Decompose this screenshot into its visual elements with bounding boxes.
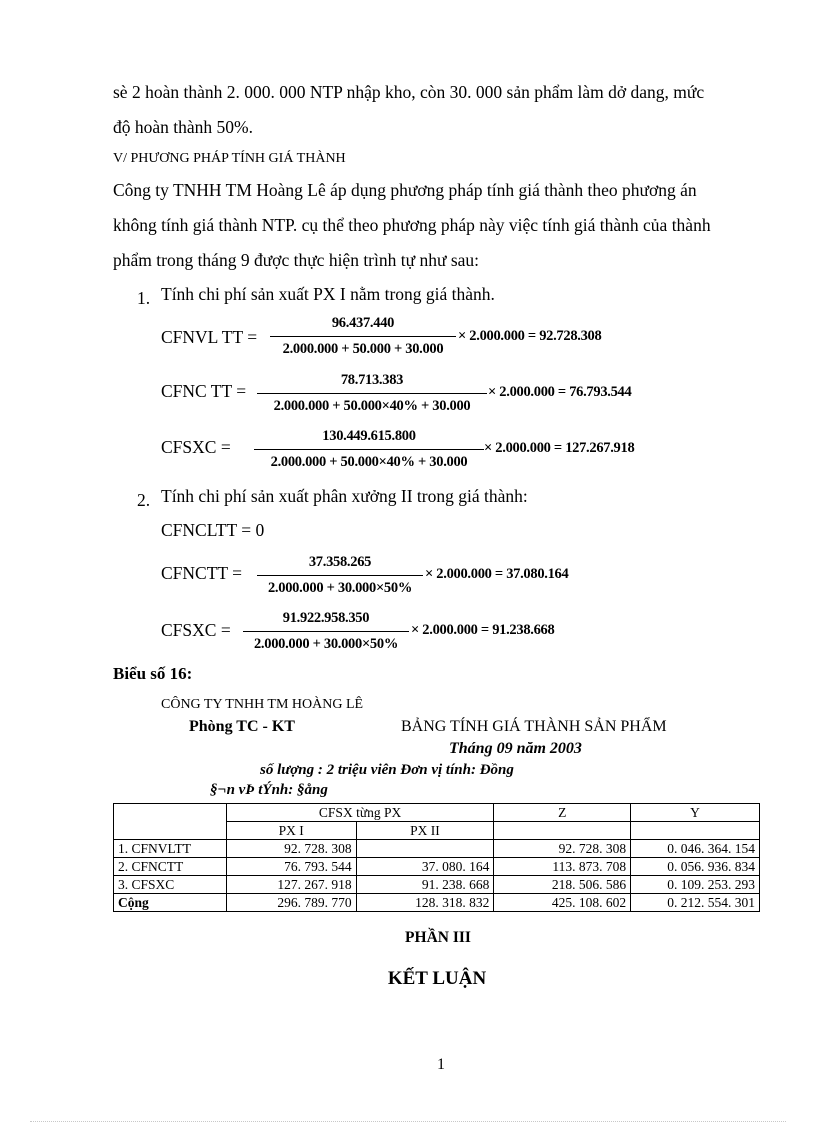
part-heading: PHẦN III bbox=[405, 929, 471, 946]
eq-cfncltt: CFNCLTT = 0 bbox=[161, 520, 265, 540]
cell-y: 0. 046. 364. 154 bbox=[631, 840, 760, 858]
row-label: 2. CFNCTT bbox=[114, 858, 227, 876]
row-label: 3. CFSXC bbox=[114, 876, 227, 894]
section-heading: V/ PHƯƠNG PHÁP TÍNH GIÁ THÀNH bbox=[113, 151, 346, 166]
header-y-empty bbox=[631, 822, 760, 840]
eq-cfsxc2-numerator: 91.922.958.350 bbox=[282, 610, 370, 626]
table-header-empty bbox=[114, 804, 227, 840]
eq-cfsxc2-denominator: 2.000.000 + 30.000×50% bbox=[253, 636, 399, 652]
body-line-5: phẩm trong tháng 9 được thực hiện trình tự như sau: bbox=[113, 250, 480, 270]
row-label: 1. CFNVLTT bbox=[114, 840, 227, 858]
table-header-row bbox=[114, 804, 760, 822]
step2-number: 2. bbox=[137, 490, 151, 510]
eq-cfnvltt-label: CFNVL TT = bbox=[161, 327, 258, 347]
table-row bbox=[114, 858, 760, 876]
cell-y: 0. 056. 936. 834 bbox=[631, 858, 760, 876]
step2-text: Tính chi phí sản xuất phân xưởng II trong giá thành: bbox=[161, 486, 528, 506]
fraction-bar bbox=[243, 631, 409, 632]
table-title: BẢNG TÍNH GIÁ THÀNH SẢN PHẨM bbox=[401, 718, 667, 735]
eq-cfnctt2-label: CFNCTT = bbox=[161, 563, 243, 583]
body-line-3: Công ty TNHH TM Hoàng Lê áp dụng phương pháp tính giá thành theo phương án bbox=[113, 180, 697, 200]
cell-y: 0. 212. 554. 301 bbox=[631, 894, 760, 912]
cell-z: 218. 506. 586 bbox=[494, 876, 631, 894]
bieu-title: Biểu số 16: bbox=[113, 664, 193, 683]
page-divider bbox=[30, 1121, 786, 1122]
table-total-row bbox=[114, 894, 760, 912]
row-label: Cộng bbox=[114, 894, 227, 912]
cell-px2: 37. 080. 164 bbox=[356, 858, 494, 876]
cell-px1: 76. 793. 544 bbox=[226, 858, 356, 876]
cell-px2: 128. 318. 832 bbox=[356, 894, 494, 912]
body-line-4: không tính giá thành NTP. cụ thể theo phương pháp này việc tính giá thành của thành bbox=[113, 215, 711, 235]
cell-px1: 296. 789. 770 bbox=[226, 894, 356, 912]
eq-cfnctt2-result: × 2.000.000 = 37.080.164 bbox=[425, 566, 569, 582]
step1-text: Tính chi phí sản xuất PX I nằm trong giá thành. bbox=[161, 284, 495, 304]
quantity-unit: số lượng : 2 triệu viên Đơn vị tính: Đồng bbox=[260, 762, 514, 778]
cell-px2: 91. 238. 668 bbox=[356, 876, 494, 894]
report-month: Tháng 09 năm 2003 bbox=[449, 740, 582, 757]
fraction-bar bbox=[257, 575, 423, 576]
eq-cfsxc2-label: CFSXC = bbox=[161, 620, 231, 640]
header-z: Z bbox=[494, 804, 631, 822]
eq-cfsxc1-label: CFSXC = bbox=[161, 437, 231, 457]
cell-px1: 92. 728. 308 bbox=[226, 840, 356, 858]
eq-cfsxc1-numerator: 130.449.615.800 bbox=[322, 428, 416, 444]
table-row bbox=[114, 840, 760, 858]
eq-cfnctt2-numerator: 37.358.265 bbox=[308, 554, 372, 570]
page-number: 1 bbox=[437, 1056, 445, 1073]
cell-z: 113. 873. 708 bbox=[494, 858, 631, 876]
department: Phòng TC - KT bbox=[189, 718, 295, 735]
eq-cfnctt-result: × 2.000.000 = 76.793.544 bbox=[488, 384, 632, 400]
cell-y: 0. 109. 253. 293 bbox=[631, 876, 760, 894]
eq-cfnvltt-numerator: 96.437.440 bbox=[331, 315, 395, 331]
eq-cfsxc1-result: × 2.000.000 = 127.267.918 bbox=[484, 440, 635, 456]
cell-px1: 127. 267. 918 bbox=[226, 876, 356, 894]
cell-px2 bbox=[356, 840, 494, 858]
header-y: Y bbox=[631, 804, 760, 822]
eq-cfnctt2-denominator: 2.000.000 + 30.000×50% bbox=[267, 580, 413, 596]
eq-cfsxc1-denominator: 2.000.000 + 50.000×40% + 30.000 bbox=[270, 454, 468, 470]
eq-cfnctt-denominator: 2.000.000 + 50.000×40% + 30.000 bbox=[273, 398, 471, 414]
header-z-empty bbox=[494, 822, 631, 840]
cell-z: 425. 108. 602 bbox=[494, 894, 631, 912]
company-name: CÔNG TY TNHH TM HOÀNG LÊ bbox=[161, 697, 364, 712]
header-px2: PX II bbox=[356, 822, 494, 840]
header-px1: PX I bbox=[226, 822, 356, 840]
eq-cfnctt-label: CFNC TT = bbox=[161, 381, 247, 401]
eq-cfnvltt-denominator: 2.000.000 + 50.000 + 30.000 bbox=[282, 341, 444, 357]
header-cfsx: CFSX từng PX bbox=[226, 804, 494, 822]
table-row bbox=[114, 876, 760, 894]
eq-cfsxc2-result: × 2.000.000 = 91.238.668 bbox=[411, 622, 555, 638]
cost-table bbox=[113, 803, 760, 912]
fraction-bar bbox=[257, 393, 487, 394]
step1-number: 1. bbox=[137, 288, 151, 308]
fraction-bar bbox=[254, 449, 484, 450]
body-line-2: độ hoàn thành 50%. bbox=[113, 117, 253, 137]
fraction-bar bbox=[270, 336, 456, 337]
part-title: KẾT LUẬN bbox=[387, 968, 487, 989]
unit-garbled: §¬n vÞ tÝnh: §ång bbox=[210, 782, 328, 798]
eq-cfnctt-numerator: 78.713.383 bbox=[340, 372, 404, 388]
eq-cfnvltt-result: × 2.000.000 = 92.728.308 bbox=[458, 328, 602, 344]
cell-z: 92. 728. 308 bbox=[494, 840, 631, 858]
body-line-1: sè 2 hoàn thành 2. 000. 000 NTP nhập kho, còn 30. 000 sản phẩm làm dở dang, mức bbox=[113, 82, 705, 102]
